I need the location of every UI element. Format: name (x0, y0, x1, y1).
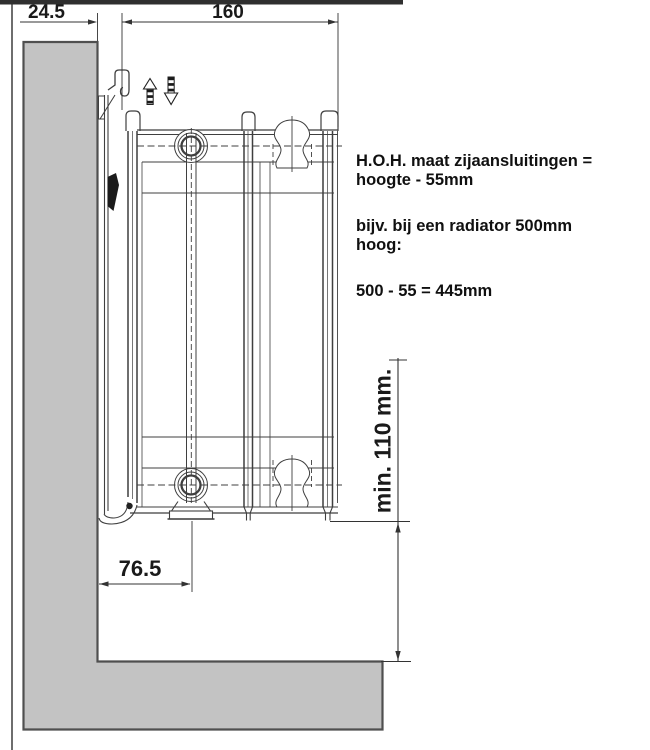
arrowhead-right-icon (182, 581, 191, 586)
arrowhead-left-icon (123, 19, 132, 24)
note-line-2: hoogte - 55mm (356, 171, 474, 189)
annotation-notes (356, 152, 621, 301)
dimension-160 (122, 13, 338, 127)
note-line-1: H.O.H. maat zijaansluitingen = (356, 152, 593, 170)
arrow-up-icon (144, 79, 157, 105)
middle-tube-cap (242, 112, 255, 131)
radiator-section (99, 70, 343, 524)
dim-label-76-5: 76.5 (118, 556, 162, 581)
arrowhead-down-icon (395, 651, 400, 661)
arrowhead-left-icon (100, 581, 109, 586)
drain-plug-dot (126, 503, 132, 509)
left-tube-cap (126, 111, 140, 131)
note-line-4: hoog: (356, 236, 402, 254)
mounting-arrows (144, 77, 178, 105)
arrowhead-up-icon (395, 523, 400, 533)
bracket-clip (108, 173, 120, 211)
dim-label-min-110: min. 110 mm. (369, 368, 396, 514)
bracket-hook (108, 70, 129, 96)
arrowhead-right-icon (328, 19, 337, 24)
right-tube-foot (323, 507, 333, 521)
dim-label-160: 160 (212, 2, 244, 23)
flange-base (170, 511, 213, 519)
note-line-5: 500 - 55 = 445mm (356, 282, 493, 300)
dim-label-24-5: 24.5 (28, 2, 65, 23)
bracket-wall-plate (99, 96, 105, 119)
note-hoh-rule (356, 152, 621, 190)
note-example (356, 217, 621, 255)
arrow-down-icon (165, 77, 178, 105)
note-line-3: bijv. bij een radiator 500mm (356, 217, 573, 235)
note-calculation (356, 282, 621, 301)
right-tube-cap (321, 111, 338, 131)
middle-tube-foot (244, 507, 253, 521)
arrowhead-right-icon (88, 19, 97, 24)
